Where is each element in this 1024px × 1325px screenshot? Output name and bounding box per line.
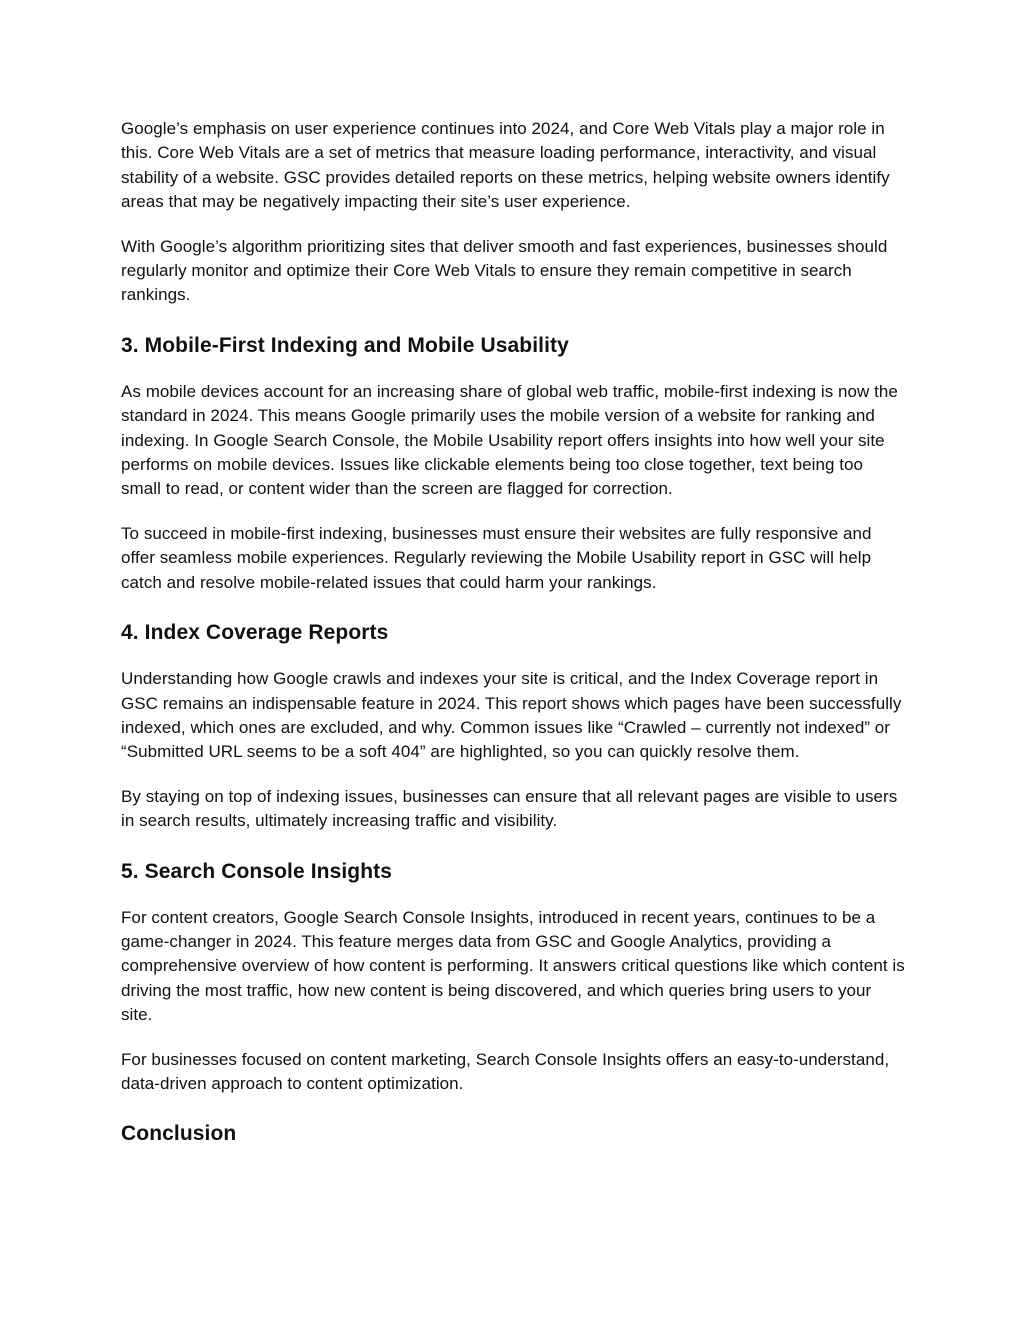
paragraph-index-coverage-advice: By staying on top of indexing issues, businesses can ensure that all relevant pages are visible to users in search results, ultimately increasing traffic and visibility. [121, 786, 898, 831]
paragraph-search-console-insights: For content creators, Google Search Console Insights, introduced in recent years, continues to be a game-changer in 2024. This feature merges data from GSC and Google Analytics, providing a comprehensive overview of how content is performing. It answers critical questions like which content is driving the most traffic, how new content is being discovered, and which queries bring users to your site. [121, 907, 905, 1025]
heading-index-coverage: 4. Index Coverage Reports [121, 621, 389, 645]
paragraph-mobile-first-indexing: As mobile devices account for an increasing share of global web traffic, mobile-first indexing is now the standard in 2024. This means Google primarily uses the mobile version of a website for ranking and indexing. In Google Search Console, the Mobile Usability report offers insights into how well your site performs on mobile devices. Issues like clickable elements being too close together, text being too small to read, or content wider than the screen are flagged for correction. [121, 381, 898, 499]
paragraph-core-web-vitals: Google’s emphasis on user experience continues into 2024, and Core Web Vitals play a major role in this. Core Web Vitals are a set of metrics that measure loading performance, interactivity, and visual stability of a website. GSC provides detailed reports on these metrics, helping website owners identify areas that may be negatively impacting their site’s user experience. [121, 119, 890, 212]
paragraph-mobile-first-advice: To succeed in mobile-first indexing, businesses must ensure their websites are fully responsive and offer seamless mobile experiences. Regularly reviewing the Mobile Usability report in GSC will help catch and resolve mobile-related issues that could harm your rankings. [121, 523, 872, 592]
heading-search-console-insights: 5. Search Console Insights [121, 859, 393, 883]
paragraph-index-coverage: Understanding how Google crawls and indexes your site is critical, and the Index Coverage report in GSC remains an indispensable feature in 2024. This report shows which pages have been successfully indexed, which ones are excluded, and why. Common issues like “Crawled – currently not indexed” or “Submitted URL seems to be a soft 404” are highlighted, so you can quickly resolve them. [121, 669, 902, 762]
paragraph-search-console-insights-advice: For businesses focused on content marketing, Search Console Insights offers an easy-to-understand, data-driven approach to content optimization. [121, 1049, 890, 1093]
document-page [121, 117, 907, 1168]
heading-mobile-first-indexing: 3. Mobile-First Indexing and Mobile Usability [121, 333, 569, 357]
heading-conclusion: Conclusion [121, 1122, 237, 1146]
paragraph-core-web-vitals-advice: With Google’s algorithm prioritizing sites that deliver smooth and fast experiences, businesses should regularly monitor and optimize their Core Web Vitals to ensure they remain competitive in search rankings. [121, 236, 888, 305]
